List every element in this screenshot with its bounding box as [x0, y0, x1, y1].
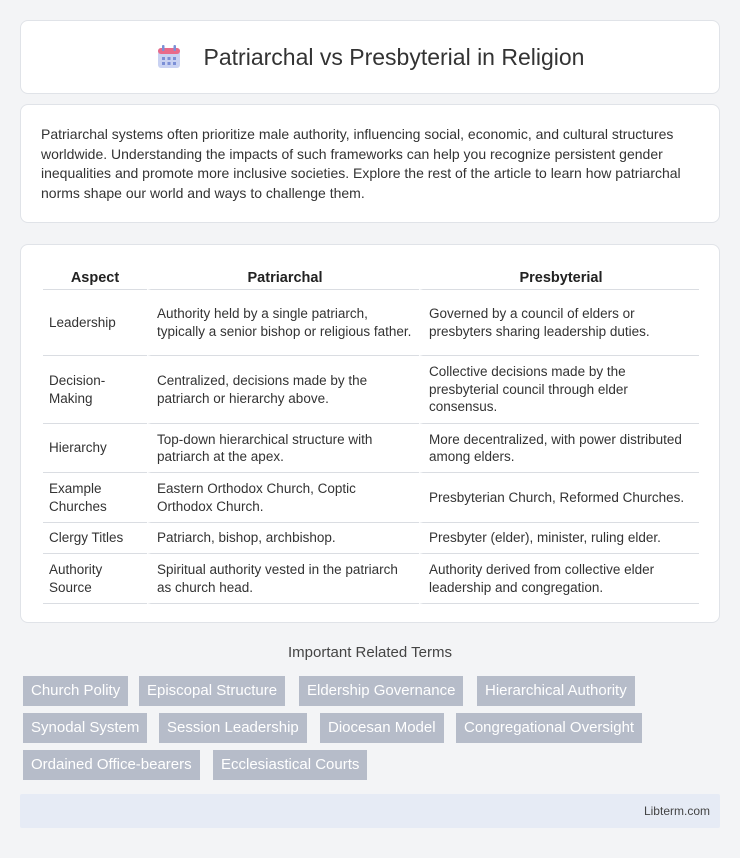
cell-patriarchal: Centralized, decisions made by the patriarch or hierarchy above.: [147, 356, 419, 424]
tag-hierarchical-authority[interactable]: Hierarchical Authority: [477, 676, 635, 706]
calendar-icon: [156, 44, 182, 70]
tag-church-polity[interactable]: Church Polity: [23, 676, 128, 706]
intro-card: [20, 104, 720, 223]
cell-presbyterial: More decentralized, with power distributed among elders.: [419, 424, 699, 473]
footer-brand-link[interactable]: Libterm.com: [643, 804, 710, 818]
cell-patriarchal: Spiritual authority vested in the patriarch as church head.: [147, 554, 419, 604]
header-card: [20, 20, 720, 94]
footer: [20, 794, 720, 828]
cell-patriarchal: Authority held by a single patriarch, typically a senior bishop or religious father.: [147, 290, 419, 356]
tag-eldership-governance[interactable]: Eldership Governance: [299, 676, 463, 706]
table-row: [43, 554, 699, 604]
tag-synodal-system[interactable]: Synodal System: [23, 713, 147, 743]
intro-text: Patriarchal systems often prioritize male authority, influencing social, economic, and cultural structures worldwide. Understanding the impacts of such frameworks can help you recognize persistent gender inequalities and promote more inclusive societies. Explore the rest of the article to learn how patriarchal norms shape our world and ways to challenge them.: [41, 126, 681, 201]
header-presbyterial: Presbyterial: [419, 265, 699, 290]
related-terms-title: Important Related Terms: [288, 644, 452, 661]
cell-aspect: Hierarchy: [43, 424, 147, 473]
cell-presbyterial: Collective decisions made by the presbyterial council through elder consensus.: [419, 356, 699, 424]
cell-presbyterial: Governed by a council of elders or presbyters sharing leadership duties.: [419, 290, 699, 356]
page-title: Patriarchal vs Presbyterial in Religion: [203, 43, 585, 70]
table-row: [43, 523, 699, 554]
cell-patriarchal: Top-down hierarchical structure with patriarch at the apex.: [147, 424, 419, 473]
table-row: [43, 290, 699, 356]
table-row: [43, 473, 699, 523]
cell-presbyterial: Presbyterian Church, Reformed Churches.: [419, 473, 699, 523]
tag-congregational-oversight[interactable]: Congregational Oversight: [456, 713, 642, 743]
cell-patriarchal: Eastern Orthodox Church, Coptic Orthodox Church.: [147, 473, 419, 523]
cell-patriarchal: Patriarch, bishop, archbishop.: [147, 523, 419, 554]
cell-aspect: Leadership: [43, 290, 147, 356]
tag-episcopal-structure[interactable]: Episcopal Structure: [139, 676, 285, 706]
table-row: [43, 356, 699, 424]
tag-session-leadership[interactable]: Session Leadership: [159, 713, 307, 743]
header-patriarchal: Patriarchal: [147, 265, 419, 290]
cell-presbyterial: Authority derived from collective elder leadership and congregation.: [419, 554, 699, 604]
cell-aspect: Example Churches: [43, 473, 147, 523]
cell-aspect: Decision-Making: [43, 356, 147, 424]
cell-presbyterial: Presbyter (elder), minister, ruling elder.: [419, 523, 699, 554]
cell-aspect: Clergy Titles: [43, 523, 147, 554]
table-header-row: [43, 265, 699, 290]
comparison-card: [20, 244, 720, 623]
tag-ecclesiastical-courts[interactable]: Ecclesiastical Courts: [213, 750, 367, 780]
header-aspect: Aspect: [43, 265, 147, 290]
table-row: [43, 424, 699, 473]
cell-aspect: Authority Source: [43, 554, 147, 604]
comparison-table: [43, 265, 699, 604]
tag-diocesan-model[interactable]: Diocesan Model: [320, 713, 444, 743]
tag-ordained-office-bearers[interactable]: Ordained Office-bearers: [23, 750, 200, 780]
